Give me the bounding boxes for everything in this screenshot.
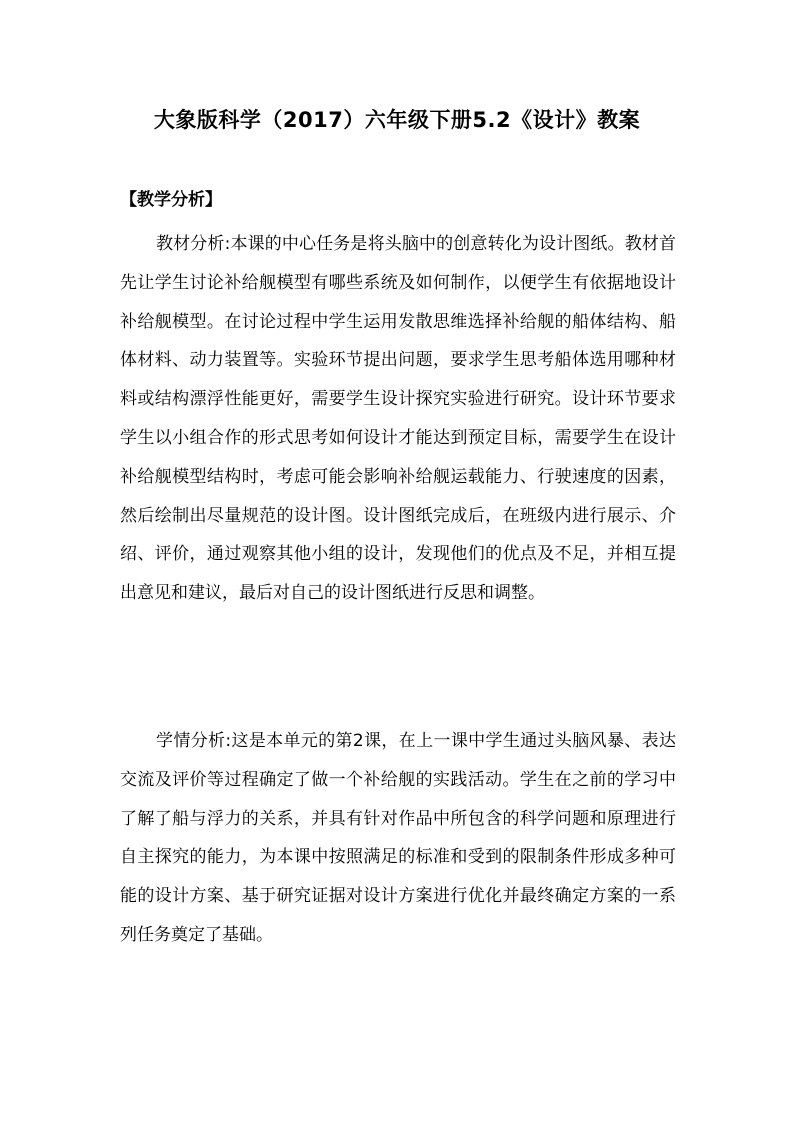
- paragraph-textbook-analysis: 教材分析:本课的中心任务是将头脑中的创意转化为设计图纸。教材首先让学生讨论补给舰模型有哪些系统及如何制作，以便学生有依据地设计补给舰模型。在讨论过程中学生运用发散思维选择补给舰的船体结构、船体材料、动力装置等。实验环节提出问题，要求学生思考船体选用哪种材料或结构漂浮性能更好，需要学生设计探究实验进行研究。设计环节要求学生以小组合作的形式思考如何设计才能达到预定目标，需要学生在设计补给舰模型结构时，考虑可能会影响补给舰运载能力、行驶速度的因素，然后绘制出尽量规范的设计图。设计图纸完成后，在班级内进行展示、介绍、评价，通过观察其他小组的设计，发现他们的优点及不足，并相互提出意见和建议，最后对自己的设计图纸进行反思和调整。: [120, 234, 676, 604]
- paragraph-student-analysis: 学情分析:这是本单元的第2课，在上一课中学生通过头脑风暴、表达交流及评价等过程确定了做一个补给舰的实践活动。学生在之前的学习中了解了船与浮力的关系，并具有针对作品中所包含的科学问题和原理进行自主探究的能力，为本课中按照满足的标准和受到的限制条件形成多种可能的设计方案、基于研究证据对设计方案进行优化并最终确定方案的一系列任务奠定了基础。: [120, 731, 676, 945]
- document-title: 大象版科学（2017）六年级下册5.2《设计》教案: [153, 108, 641, 132]
- section-heading-teaching-analysis: 【教学分析】: [120, 190, 222, 210]
